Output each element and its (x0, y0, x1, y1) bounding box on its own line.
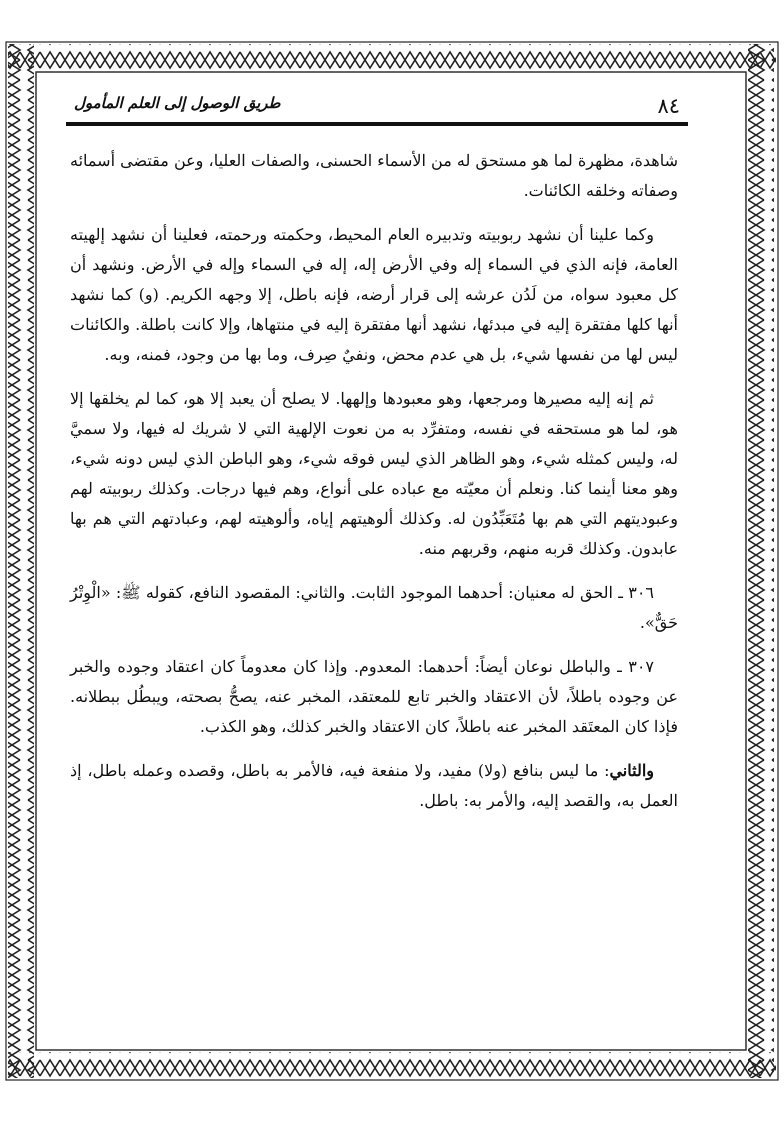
page-number: ٨٤ (657, 94, 680, 118)
paragraph-306: ٣٠٦ ـ الحق له معنيان: أحدهما الموجود الثابت. والثاني: المقصود النافع، كقوله ﷺ: «الْوِتْرُ حَقٌّ». (70, 583, 678, 632)
paragraph-2: وكما علينا أن نشهد ربوبيته وتدبيره العام المحيط، وحكمته ورحمته، فعلينا أن نشهد إلهيته العامة، فإنه الذي في السماء إله وفي الأرض إله، إله في السماء وإله في الأرض. ونشهد أن كل معبود سواه، من لَدُن عرشه إلى قرار أرضه، فإنه باطل، إلا وجهه الكريم. (و) كما نشهد أنها كلها مفتقرة إليه في مبدئها، نشهد أنها مفتقرة إليه في منتهاها، وإلا كانت باطلة. والكائنات ليس لها من نفسها شيء، بل هي عدم محض، ونفيٌ صِرف، وما بها من وجود، فمنه، وبه. (70, 225, 678, 364)
paragraph-text: : ما ليس بنافع (ولا) مفيد، ولا منفعة فيه، فالأمر به باطل، وقصده وعمله باطل، إذ العمل به، والقصد إليه، والأمر به: باطل. (70, 761, 678, 810)
paragraph-second-type (70, 756, 678, 816)
paragraph-3: ثم إنه إليه مصيرها ومرجعها، وهو معبودها وإلهها. لا يصلح أن يعبد إلا هو، كما لم يخلقها إلا هو، لما هو مستحقه في نفسه، ومتفرِّد به من نعوت الإلهية التي لا شريك له فيها، ولا سميَّ له، وليس كمثله شيء، وهو الظاهر الذي ليس فوقه شيء، وهو الباطن الذي ليس دونه شيء، وهو معنا أينما كنا. ونعلم أن معيّته مع عباده على أنواع، وهم فيها درجات. وكذلك ربوبيته لهم وعبوديتهم التي هم بها مُتَعَبِّدُون له. وكذلك ألوهيتهم إياه، وألوهيته لهم، وعبادتهم التي هم بها عابدون. وكذلك قربه منهم، وقربهم منه. (70, 389, 678, 558)
page-body (70, 146, 678, 1046)
paragraph-307: ٣٠٧ ـ والباطل نوعان أيضاً: أحدهما: المعدوم. وإذا كان معدوماً كان اعتقاد وجوده والخبر عن وجوده باطلاً، لأن الاعتقاد والخبر تابع للمعتقد، المخبر عنه، يصحُّ بصحته، ويبطُل ببطلانه. فإذا كان المعتَقد المخبر عنه باطلاً، كان الاعتقاد والخبر كذلك، وهو الكذب. (70, 657, 678, 736)
page-header (66, 86, 688, 126)
paragraph-lead: والثاني (609, 761, 654, 780)
paragraph-1: شاهدة، مظهرة لما هو مستحق له من الأسماء الحسنى، والصفات العليا، وعن مقتضى أسمائه وصفاته وخلقه الكائنات. (70, 151, 678, 200)
running-title: طريق الوصول إلى العلم المأمول (74, 94, 281, 112)
header-rule (66, 122, 688, 126)
